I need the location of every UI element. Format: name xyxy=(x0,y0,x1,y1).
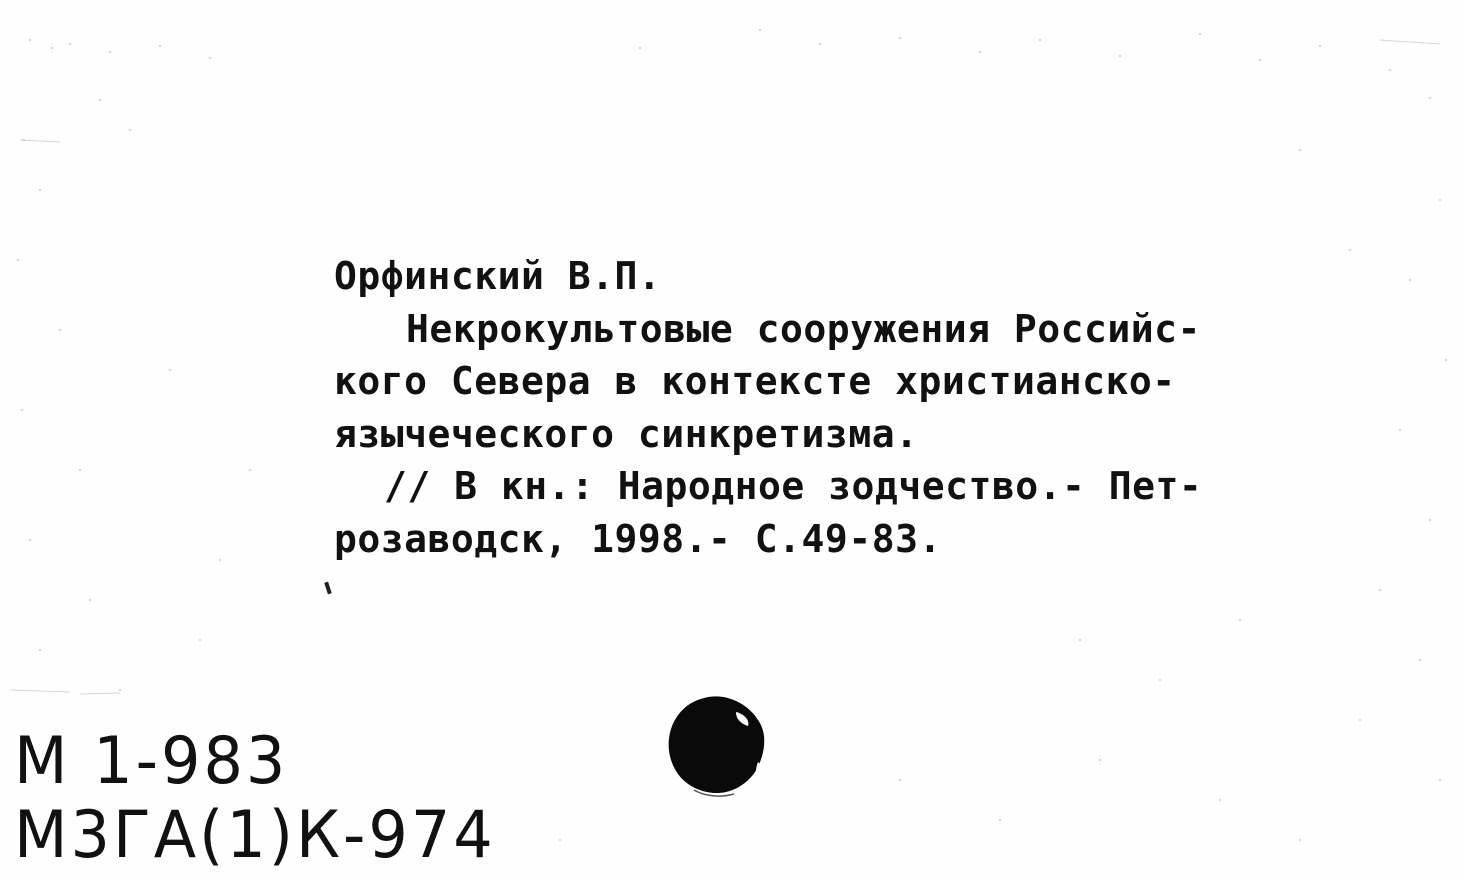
stray-ink-mark xyxy=(324,582,332,595)
source-line: // В кн.: Народное зодчество.- Пет- xyxy=(384,464,1203,508)
bibliographic-entry xyxy=(334,250,1264,565)
source-line: розаводск, 1998.- С.49-83. xyxy=(334,516,942,561)
shelfmark-line-1: М 1-983 xyxy=(14,722,289,799)
author-name: Орфинский В.П. xyxy=(334,254,662,298)
shelfmark-line-2: М3ГА(1)К-974 xyxy=(14,796,496,873)
title-line: язычеческого синкретизма. xyxy=(334,411,919,456)
title-line: кого Севера в контексте христианско- xyxy=(334,359,1176,403)
title-line: Некрокультовые сооружения Российс- xyxy=(406,306,1201,351)
punched-hole xyxy=(664,690,774,800)
